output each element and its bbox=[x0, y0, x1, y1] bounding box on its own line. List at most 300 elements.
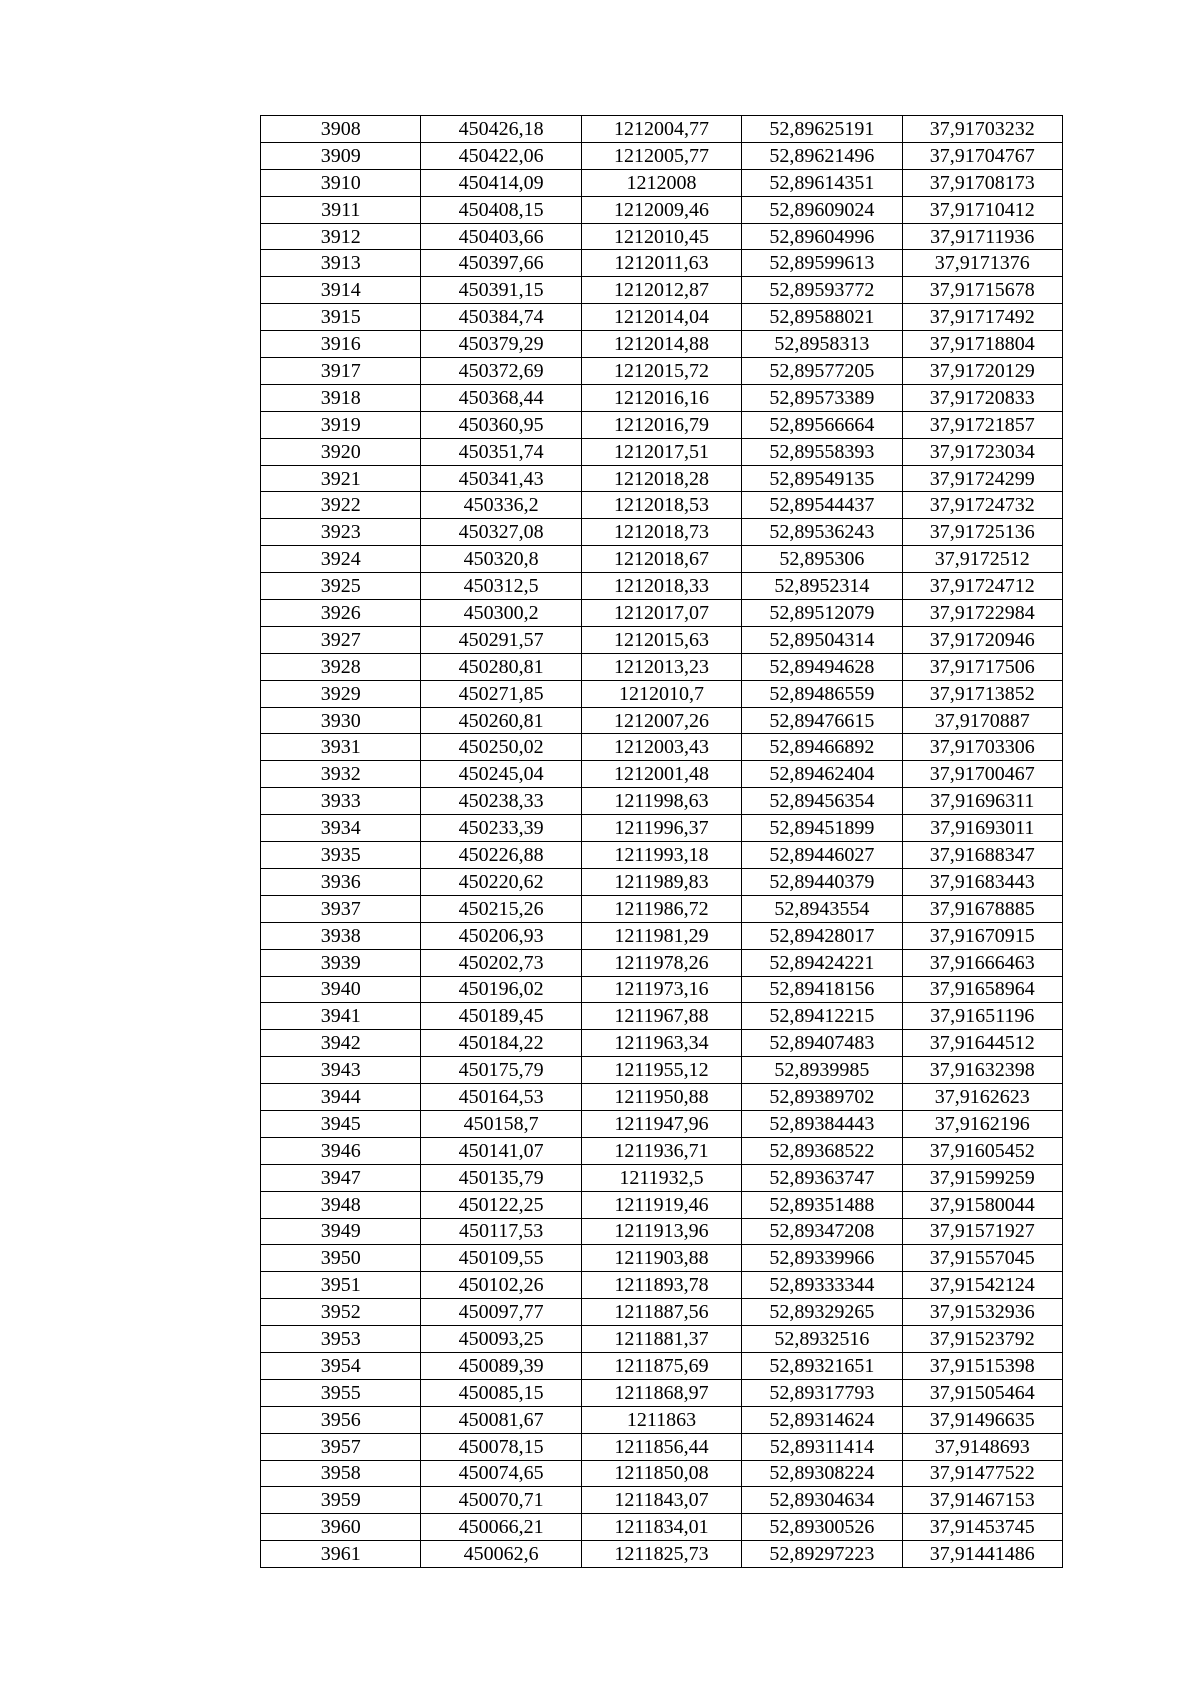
point-number-cell: 3954 bbox=[261, 1352, 421, 1379]
x-coordinate-cell: 450260,81 bbox=[421, 707, 581, 734]
table-row bbox=[261, 1030, 1063, 1057]
longitude-cell: 37,91651196 bbox=[902, 1003, 1062, 1030]
latitude-cell: 52,89317793 bbox=[742, 1379, 902, 1406]
table-row bbox=[261, 1326, 1063, 1353]
longitude-cell: 37,91557045 bbox=[902, 1245, 1062, 1272]
y-coordinate-cell: 1211834,01 bbox=[581, 1514, 741, 1541]
point-number-cell: 3942 bbox=[261, 1030, 421, 1057]
latitude-cell: 52,89486559 bbox=[742, 680, 902, 707]
table-row bbox=[261, 1057, 1063, 1084]
point-number-cell: 3938 bbox=[261, 922, 421, 949]
latitude-cell: 52,89494628 bbox=[742, 653, 902, 680]
point-number-cell: 3957 bbox=[261, 1433, 421, 1460]
latitude-cell: 52,8952314 bbox=[742, 573, 902, 600]
longitude-cell: 37,91710412 bbox=[902, 196, 1062, 223]
table-row bbox=[261, 1191, 1063, 1218]
table-row bbox=[261, 1541, 1063, 1568]
longitude-cell: 37,91571927 bbox=[902, 1218, 1062, 1245]
longitude-cell: 37,91693011 bbox=[902, 815, 1062, 842]
y-coordinate-cell: 1211947,96 bbox=[581, 1110, 741, 1137]
table-row bbox=[261, 223, 1063, 250]
latitude-cell: 52,8943554 bbox=[742, 895, 902, 922]
y-coordinate-cell: 1211881,37 bbox=[581, 1326, 741, 1353]
point-number-cell: 3923 bbox=[261, 519, 421, 546]
table-row bbox=[261, 358, 1063, 385]
point-number-cell: 3927 bbox=[261, 626, 421, 653]
longitude-cell: 37,91666463 bbox=[902, 949, 1062, 976]
point-number-cell: 3912 bbox=[261, 223, 421, 250]
longitude-cell: 37,91704767 bbox=[902, 142, 1062, 169]
x-coordinate-cell: 450414,09 bbox=[421, 169, 581, 196]
table-row bbox=[261, 761, 1063, 788]
longitude-cell: 37,91715678 bbox=[902, 277, 1062, 304]
x-coordinate-cell: 450327,08 bbox=[421, 519, 581, 546]
point-number-cell: 3937 bbox=[261, 895, 421, 922]
y-coordinate-cell: 1212012,87 bbox=[581, 277, 741, 304]
point-number-cell: 3959 bbox=[261, 1487, 421, 1514]
y-coordinate-cell: 1212005,77 bbox=[581, 142, 741, 169]
x-coordinate-cell: 450336,2 bbox=[421, 492, 581, 519]
y-coordinate-cell: 1212010,7 bbox=[581, 680, 741, 707]
x-coordinate-cell: 450379,29 bbox=[421, 331, 581, 358]
x-coordinate-cell: 450196,02 bbox=[421, 976, 581, 1003]
y-coordinate-cell: 1211887,56 bbox=[581, 1299, 741, 1326]
table-row bbox=[261, 788, 1063, 815]
point-number-cell: 3910 bbox=[261, 169, 421, 196]
y-coordinate-cell: 1212008 bbox=[581, 169, 741, 196]
table-row bbox=[261, 1352, 1063, 1379]
longitude-cell: 37,91644512 bbox=[902, 1030, 1062, 1057]
point-number-cell: 3940 bbox=[261, 976, 421, 1003]
point-number-cell: 3947 bbox=[261, 1164, 421, 1191]
table-row bbox=[261, 1406, 1063, 1433]
point-number-cell: 3926 bbox=[261, 600, 421, 627]
x-coordinate-cell: 450135,79 bbox=[421, 1164, 581, 1191]
longitude-cell: 37,91670915 bbox=[902, 922, 1062, 949]
x-coordinate-cell: 450233,39 bbox=[421, 815, 581, 842]
x-coordinate-cell: 450372,69 bbox=[421, 358, 581, 385]
longitude-cell: 37,91632398 bbox=[902, 1057, 1062, 1084]
latitude-cell: 52,8958313 bbox=[742, 331, 902, 358]
x-coordinate-cell: 450184,22 bbox=[421, 1030, 581, 1057]
table-row bbox=[261, 277, 1063, 304]
point-number-cell: 3919 bbox=[261, 411, 421, 438]
longitude-cell: 37,91713852 bbox=[902, 680, 1062, 707]
longitude-cell: 37,91477522 bbox=[902, 1460, 1062, 1487]
table-row bbox=[261, 169, 1063, 196]
longitude-cell: 37,9172512 bbox=[902, 546, 1062, 573]
longitude-cell: 37,91505464 bbox=[902, 1379, 1062, 1406]
table-row bbox=[261, 573, 1063, 600]
latitude-cell: 52,89308224 bbox=[742, 1460, 902, 1487]
x-coordinate-cell: 450226,88 bbox=[421, 842, 581, 869]
latitude-cell: 52,89329265 bbox=[742, 1299, 902, 1326]
y-coordinate-cell: 1212017,51 bbox=[581, 438, 741, 465]
y-coordinate-cell: 1211893,78 bbox=[581, 1272, 741, 1299]
latitude-cell: 52,89544437 bbox=[742, 492, 902, 519]
latitude-cell: 52,89424221 bbox=[742, 949, 902, 976]
coordinates-table bbox=[260, 115, 1063, 1568]
table-row bbox=[261, 116, 1063, 143]
latitude-cell: 52,89418156 bbox=[742, 976, 902, 1003]
latitude-cell: 52,89614351 bbox=[742, 169, 902, 196]
longitude-cell: 37,9171376 bbox=[902, 250, 1062, 277]
point-number-cell: 3945 bbox=[261, 1110, 421, 1137]
y-coordinate-cell: 1212007,26 bbox=[581, 707, 741, 734]
latitude-cell: 52,89577205 bbox=[742, 358, 902, 385]
table-row bbox=[261, 411, 1063, 438]
longitude-cell: 37,91688347 bbox=[902, 842, 1062, 869]
y-coordinate-cell: 1211973,16 bbox=[581, 976, 741, 1003]
latitude-cell: 52,89625191 bbox=[742, 116, 902, 143]
longitude-cell: 37,9170887 bbox=[902, 707, 1062, 734]
table-row bbox=[261, 949, 1063, 976]
y-coordinate-cell: 1212003,43 bbox=[581, 734, 741, 761]
longitude-cell: 37,91708173 bbox=[902, 169, 1062, 196]
longitude-cell: 37,91515398 bbox=[902, 1352, 1062, 1379]
point-number-cell: 3914 bbox=[261, 277, 421, 304]
table-row bbox=[261, 492, 1063, 519]
longitude-cell: 37,91724712 bbox=[902, 573, 1062, 600]
table-row bbox=[261, 842, 1063, 869]
y-coordinate-cell: 1212016,16 bbox=[581, 384, 741, 411]
x-coordinate-cell: 450238,33 bbox=[421, 788, 581, 815]
x-coordinate-cell: 450062,6 bbox=[421, 1541, 581, 1568]
table-row bbox=[261, 1299, 1063, 1326]
point-number-cell: 3946 bbox=[261, 1137, 421, 1164]
point-number-cell: 3944 bbox=[261, 1084, 421, 1111]
longitude-cell: 37,91496635 bbox=[902, 1406, 1062, 1433]
longitude-cell: 37,91532936 bbox=[902, 1299, 1062, 1326]
point-number-cell: 3950 bbox=[261, 1245, 421, 1272]
latitude-cell: 52,89384443 bbox=[742, 1110, 902, 1137]
point-number-cell: 3960 bbox=[261, 1514, 421, 1541]
latitude-cell: 52,89593772 bbox=[742, 277, 902, 304]
longitude-cell: 37,9162196 bbox=[902, 1110, 1062, 1137]
point-number-cell: 3949 bbox=[261, 1218, 421, 1245]
longitude-cell: 37,91725136 bbox=[902, 519, 1062, 546]
x-coordinate-cell: 450426,18 bbox=[421, 116, 581, 143]
latitude-cell: 52,895306 bbox=[742, 546, 902, 573]
coordinates-table-body bbox=[261, 116, 1063, 1568]
x-coordinate-cell: 450078,15 bbox=[421, 1433, 581, 1460]
x-coordinate-cell: 450351,74 bbox=[421, 438, 581, 465]
latitude-cell: 52,89321651 bbox=[742, 1352, 902, 1379]
longitude-cell: 37,91441486 bbox=[902, 1541, 1062, 1568]
y-coordinate-cell: 1212015,63 bbox=[581, 626, 741, 653]
y-coordinate-cell: 1212015,72 bbox=[581, 358, 741, 385]
x-coordinate-cell: 450202,73 bbox=[421, 949, 581, 976]
table-row bbox=[261, 922, 1063, 949]
table-row bbox=[261, 546, 1063, 573]
longitude-cell: 37,91700467 bbox=[902, 761, 1062, 788]
point-number-cell: 3955 bbox=[261, 1379, 421, 1406]
x-coordinate-cell: 450250,02 bbox=[421, 734, 581, 761]
point-number-cell: 3934 bbox=[261, 815, 421, 842]
latitude-cell: 52,89549135 bbox=[742, 465, 902, 492]
y-coordinate-cell: 1211913,96 bbox=[581, 1218, 741, 1245]
point-number-cell: 3941 bbox=[261, 1003, 421, 1030]
x-coordinate-cell: 450085,15 bbox=[421, 1379, 581, 1406]
longitude-cell: 37,9162623 bbox=[902, 1084, 1062, 1111]
latitude-cell: 52,89504314 bbox=[742, 626, 902, 653]
x-coordinate-cell: 450102,26 bbox=[421, 1272, 581, 1299]
y-coordinate-cell: 1211843,07 bbox=[581, 1487, 741, 1514]
table-row bbox=[261, 142, 1063, 169]
x-coordinate-cell: 450368,44 bbox=[421, 384, 581, 411]
latitude-cell: 52,89440379 bbox=[742, 868, 902, 895]
x-coordinate-cell: 450220,62 bbox=[421, 868, 581, 895]
x-coordinate-cell: 450391,15 bbox=[421, 277, 581, 304]
longitude-cell: 37,91717492 bbox=[902, 304, 1062, 331]
x-coordinate-cell: 450408,15 bbox=[421, 196, 581, 223]
table-row bbox=[261, 196, 1063, 223]
table-row bbox=[261, 815, 1063, 842]
table-row bbox=[261, 1164, 1063, 1191]
x-coordinate-cell: 450158,7 bbox=[421, 1110, 581, 1137]
table-row bbox=[261, 1084, 1063, 1111]
x-coordinate-cell: 450397,66 bbox=[421, 250, 581, 277]
latitude-cell: 52,89297223 bbox=[742, 1541, 902, 1568]
point-number-cell: 3922 bbox=[261, 492, 421, 519]
point-number-cell: 3931 bbox=[261, 734, 421, 761]
y-coordinate-cell: 1211978,26 bbox=[581, 949, 741, 976]
latitude-cell: 52,8939985 bbox=[742, 1057, 902, 1084]
y-coordinate-cell: 1212010,45 bbox=[581, 223, 741, 250]
latitude-cell: 52,89300526 bbox=[742, 1514, 902, 1541]
x-coordinate-cell: 450271,85 bbox=[421, 680, 581, 707]
x-coordinate-cell: 450215,26 bbox=[421, 895, 581, 922]
x-coordinate-cell: 450189,45 bbox=[421, 1003, 581, 1030]
x-coordinate-cell: 450070,71 bbox=[421, 1487, 581, 1514]
latitude-cell: 52,89389702 bbox=[742, 1084, 902, 1111]
x-coordinate-cell: 450360,95 bbox=[421, 411, 581, 438]
latitude-cell: 52,89412215 bbox=[742, 1003, 902, 1030]
point-number-cell: 3932 bbox=[261, 761, 421, 788]
latitude-cell: 52,89588021 bbox=[742, 304, 902, 331]
longitude-cell: 37,91720946 bbox=[902, 626, 1062, 653]
longitude-cell: 37,91580044 bbox=[902, 1191, 1062, 1218]
longitude-cell: 37,91658964 bbox=[902, 976, 1062, 1003]
table-row bbox=[261, 384, 1063, 411]
point-number-cell: 3939 bbox=[261, 949, 421, 976]
table-row bbox=[261, 1137, 1063, 1164]
latitude-cell: 52,89466892 bbox=[742, 734, 902, 761]
longitude-cell: 37,91678885 bbox=[902, 895, 1062, 922]
latitude-cell: 52,89476615 bbox=[742, 707, 902, 734]
point-number-cell: 3943 bbox=[261, 1057, 421, 1084]
longitude-cell: 37,91696311 bbox=[902, 788, 1062, 815]
point-number-cell: 3918 bbox=[261, 384, 421, 411]
latitude-cell: 52,89347208 bbox=[742, 1218, 902, 1245]
x-coordinate-cell: 450280,81 bbox=[421, 653, 581, 680]
x-coordinate-cell: 450245,04 bbox=[421, 761, 581, 788]
longitude-cell: 37,91724732 bbox=[902, 492, 1062, 519]
y-coordinate-cell: 1211998,63 bbox=[581, 788, 741, 815]
y-coordinate-cell: 1211875,69 bbox=[581, 1352, 741, 1379]
y-coordinate-cell: 1212018,53 bbox=[581, 492, 741, 519]
y-coordinate-cell: 1212014,04 bbox=[581, 304, 741, 331]
latitude-cell: 52,89314624 bbox=[742, 1406, 902, 1433]
y-coordinate-cell: 1211989,83 bbox=[581, 868, 741, 895]
latitude-cell: 52,89609024 bbox=[742, 196, 902, 223]
longitude-cell: 37,91703232 bbox=[902, 116, 1062, 143]
x-coordinate-cell: 450081,67 bbox=[421, 1406, 581, 1433]
table-row bbox=[261, 600, 1063, 627]
y-coordinate-cell: 1212001,48 bbox=[581, 761, 741, 788]
x-coordinate-cell: 450175,79 bbox=[421, 1057, 581, 1084]
point-number-cell: 3948 bbox=[261, 1191, 421, 1218]
latitude-cell: 52,89536243 bbox=[742, 519, 902, 546]
table-row bbox=[261, 1218, 1063, 1245]
longitude-cell: 37,91523792 bbox=[902, 1326, 1062, 1353]
y-coordinate-cell: 1212017,07 bbox=[581, 600, 741, 627]
point-number-cell: 3956 bbox=[261, 1406, 421, 1433]
y-coordinate-cell: 1211863 bbox=[581, 1406, 741, 1433]
point-number-cell: 3952 bbox=[261, 1299, 421, 1326]
point-number-cell: 3961 bbox=[261, 1541, 421, 1568]
table-row bbox=[261, 653, 1063, 680]
table-row bbox=[261, 1433, 1063, 1460]
x-coordinate-cell: 450074,65 bbox=[421, 1460, 581, 1487]
y-coordinate-cell: 1211903,88 bbox=[581, 1245, 741, 1272]
point-number-cell: 3915 bbox=[261, 304, 421, 331]
latitude-cell: 52,89599613 bbox=[742, 250, 902, 277]
x-coordinate-cell: 450320,8 bbox=[421, 546, 581, 573]
longitude-cell: 37,91718804 bbox=[902, 331, 1062, 358]
point-number-cell: 3928 bbox=[261, 653, 421, 680]
y-coordinate-cell: 1211955,12 bbox=[581, 1057, 741, 1084]
longitude-cell: 37,91605452 bbox=[902, 1137, 1062, 1164]
y-coordinate-cell: 1211825,73 bbox=[581, 1541, 741, 1568]
longitude-cell: 37,91723034 bbox=[902, 438, 1062, 465]
table-row bbox=[261, 707, 1063, 734]
table-row bbox=[261, 1487, 1063, 1514]
latitude-cell: 52,89558393 bbox=[742, 438, 902, 465]
y-coordinate-cell: 1211936,71 bbox=[581, 1137, 741, 1164]
x-coordinate-cell: 450403,66 bbox=[421, 223, 581, 250]
x-coordinate-cell: 450089,39 bbox=[421, 1352, 581, 1379]
table-row bbox=[261, 465, 1063, 492]
y-coordinate-cell: 1211986,72 bbox=[581, 895, 741, 922]
x-coordinate-cell: 450422,06 bbox=[421, 142, 581, 169]
y-coordinate-cell: 1212013,23 bbox=[581, 653, 741, 680]
y-coordinate-cell: 1211996,37 bbox=[581, 815, 741, 842]
x-coordinate-cell: 450291,57 bbox=[421, 626, 581, 653]
x-coordinate-cell: 450141,07 bbox=[421, 1137, 581, 1164]
table-row bbox=[261, 1003, 1063, 1030]
table-row bbox=[261, 626, 1063, 653]
y-coordinate-cell: 1211981,29 bbox=[581, 922, 741, 949]
x-coordinate-cell: 450097,77 bbox=[421, 1299, 581, 1326]
y-coordinate-cell: 1211850,08 bbox=[581, 1460, 741, 1487]
y-coordinate-cell: 1212009,46 bbox=[581, 196, 741, 223]
x-coordinate-cell: 450122,25 bbox=[421, 1191, 581, 1218]
latitude-cell: 52,89333344 bbox=[742, 1272, 902, 1299]
y-coordinate-cell: 1211993,18 bbox=[581, 842, 741, 869]
y-coordinate-cell: 1212016,79 bbox=[581, 411, 741, 438]
longitude-cell: 37,91722984 bbox=[902, 600, 1062, 627]
latitude-cell: 52,89512079 bbox=[742, 600, 902, 627]
table-row bbox=[261, 1379, 1063, 1406]
point-number-cell: 3933 bbox=[261, 788, 421, 815]
y-coordinate-cell: 1212011,63 bbox=[581, 250, 741, 277]
table-row bbox=[261, 1514, 1063, 1541]
y-coordinate-cell: 1211868,97 bbox=[581, 1379, 741, 1406]
longitude-cell: 37,91724299 bbox=[902, 465, 1062, 492]
point-number-cell: 3929 bbox=[261, 680, 421, 707]
longitude-cell: 37,91721857 bbox=[902, 411, 1062, 438]
point-number-cell: 3951 bbox=[261, 1272, 421, 1299]
longitude-cell: 37,91683443 bbox=[902, 868, 1062, 895]
table-row bbox=[261, 1460, 1063, 1487]
point-number-cell: 3921 bbox=[261, 465, 421, 492]
latitude-cell: 52,89604996 bbox=[742, 223, 902, 250]
point-number-cell: 3953 bbox=[261, 1326, 421, 1353]
x-coordinate-cell: 450066,21 bbox=[421, 1514, 581, 1541]
table-row bbox=[261, 1272, 1063, 1299]
point-number-cell: 3920 bbox=[261, 438, 421, 465]
x-coordinate-cell: 450109,55 bbox=[421, 1245, 581, 1272]
point-number-cell: 3935 bbox=[261, 842, 421, 869]
table-row bbox=[261, 1110, 1063, 1137]
longitude-cell: 37,91599259 bbox=[902, 1164, 1062, 1191]
table-row bbox=[261, 976, 1063, 1003]
point-number-cell: 3916 bbox=[261, 331, 421, 358]
x-coordinate-cell: 450093,25 bbox=[421, 1326, 581, 1353]
table-row bbox=[261, 304, 1063, 331]
point-number-cell: 3925 bbox=[261, 573, 421, 600]
table-row bbox=[261, 519, 1063, 546]
longitude-cell: 37,91467153 bbox=[902, 1487, 1062, 1514]
y-coordinate-cell: 1212018,67 bbox=[581, 546, 741, 573]
y-coordinate-cell: 1212018,33 bbox=[581, 573, 741, 600]
table-row bbox=[261, 868, 1063, 895]
longitude-cell: 37,91717506 bbox=[902, 653, 1062, 680]
point-number-cell: 3909 bbox=[261, 142, 421, 169]
latitude-cell: 52,89304634 bbox=[742, 1487, 902, 1514]
table-row bbox=[261, 438, 1063, 465]
point-number-cell: 3917 bbox=[261, 358, 421, 385]
table-row bbox=[261, 250, 1063, 277]
x-coordinate-cell: 450384,74 bbox=[421, 304, 581, 331]
y-coordinate-cell: 1211950,88 bbox=[581, 1084, 741, 1111]
x-coordinate-cell: 450206,93 bbox=[421, 922, 581, 949]
latitude-cell: 52,8932516 bbox=[742, 1326, 902, 1353]
latitude-cell: 52,89566664 bbox=[742, 411, 902, 438]
latitude-cell: 52,89446027 bbox=[742, 842, 902, 869]
y-coordinate-cell: 1211963,34 bbox=[581, 1030, 741, 1057]
latitude-cell: 52,89351488 bbox=[742, 1191, 902, 1218]
latitude-cell: 52,89368522 bbox=[742, 1137, 902, 1164]
y-coordinate-cell: 1212004,77 bbox=[581, 116, 741, 143]
longitude-cell: 37,9148693 bbox=[902, 1433, 1062, 1460]
latitude-cell: 52,89339966 bbox=[742, 1245, 902, 1272]
longitude-cell: 37,91711936 bbox=[902, 223, 1062, 250]
latitude-cell: 52,89462404 bbox=[742, 761, 902, 788]
point-number-cell: 3908 bbox=[261, 116, 421, 143]
table-row bbox=[261, 680, 1063, 707]
x-coordinate-cell: 450164,53 bbox=[421, 1084, 581, 1111]
point-number-cell: 3924 bbox=[261, 546, 421, 573]
y-coordinate-cell: 1212018,28 bbox=[581, 465, 741, 492]
point-number-cell: 3911 bbox=[261, 196, 421, 223]
longitude-cell: 37,91720129 bbox=[902, 358, 1062, 385]
longitude-cell: 37,91453745 bbox=[902, 1514, 1062, 1541]
point-number-cell: 3913 bbox=[261, 250, 421, 277]
table-row bbox=[261, 895, 1063, 922]
longitude-cell: 37,91542124 bbox=[902, 1272, 1062, 1299]
